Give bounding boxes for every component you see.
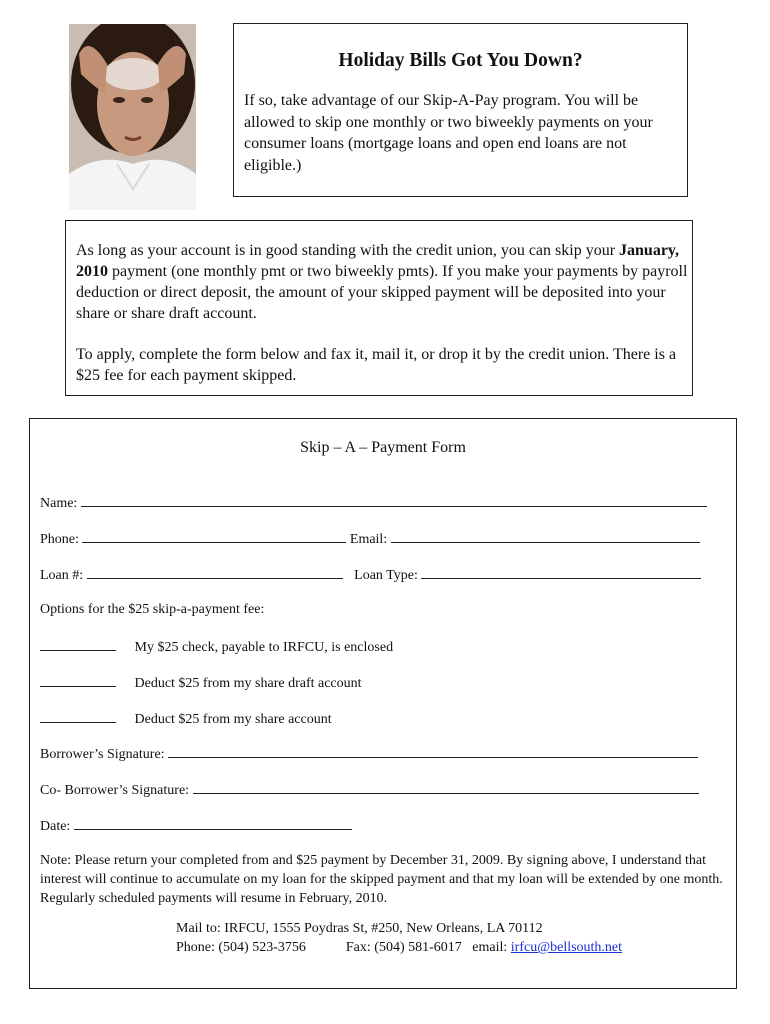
email-field[interactable] <box>391 530 700 543</box>
email-link[interactable]: irfcu@bellsouth.net <box>510 940 623 955</box>
form-note: Note: Please return your completed from and $25 payment by December 31, 2009. By signing above, I understand that interest will continue to accumulate on my loan for the skipped payment and that my loan will be extended by one month. Regularly scheduled payments will resume in February, 2010. <box>40 853 723 906</box>
name-field[interactable] <box>81 494 707 507</box>
loan-row <box>40 566 701 584</box>
option-share-draft <box>40 674 362 692</box>
email-contact-label: email: <box>472 940 508 955</box>
options-heading: Options for the $25 skip-a-payment fee: <box>40 602 265 617</box>
phone-email-row <box>40 530 700 548</box>
borrower-signature-label: Borrower’s Signature: <box>40 747 165 762</box>
details-text-end: payment (one monthly pmt or two biweekly pmts). If you make your payments by payroll deduction or direct deposit, the amount of your skipped payment will be deposited into your share or share draft account. <box>76 263 688 322</box>
option-share-account <box>40 710 332 728</box>
option-share-draft-blank[interactable] <box>40 674 116 687</box>
program-details-paragraph <box>76 240 688 324</box>
loan-type-field[interactable] <box>421 566 701 579</box>
headline-title: Holiday Bills Got You Down? <box>338 50 583 71</box>
stressed-woman-photo <box>69 24 196 210</box>
option-label: My $25 check, payable to IRFCU, is enclosed <box>134 640 394 655</box>
option-label: Deduct $25 from my share account <box>134 712 332 727</box>
headline-box <box>233 23 688 197</box>
skip-month: January, 2010 <box>76 242 680 280</box>
form-title: Skip – A – Payment Form <box>300 439 466 456</box>
option-check-enclosed-blank[interactable] <box>40 638 116 651</box>
coborrower-signature-row <box>40 781 699 799</box>
date-field[interactable] <box>74 817 352 830</box>
loan-type-label: Loan Type: <box>354 568 418 583</box>
woman-illustration <box>69 24 196 210</box>
email-label: Email: <box>349 532 388 547</box>
phone-contact: Phone: (504) 523-3756 <box>176 940 306 955</box>
coborrower-signature-label: Co- Borrower’s Signature: <box>40 783 190 798</box>
program-info-box <box>65 220 693 396</box>
loan-number-label: Loan #: <box>40 568 84 583</box>
phone-field[interactable] <box>82 530 346 543</box>
phone-label: Phone: <box>40 532 79 547</box>
date-label: Date: <box>40 819 71 834</box>
name-label: Name: <box>40 496 78 511</box>
borrower-signature-field[interactable] <box>168 745 698 758</box>
contact-line <box>176 940 622 956</box>
skip-a-payment-form <box>29 418 737 989</box>
option-check-enclosed <box>40 638 393 656</box>
details-text-start: As long as your account is in good standing with the credit union, you can skip your <box>76 242 620 259</box>
mail-to-address: Mail to: IRFCU, 1555 Poydras St, #250, New Orleans, LA 70112 <box>176 921 543 936</box>
date-row <box>40 817 352 835</box>
fax-contact: Fax: (504) 581-6017 <box>345 940 462 955</box>
option-label: Deduct $25 from my share draft account <box>134 676 362 691</box>
apply-instructions-paragraph: To apply, complete the form below and fax it, mail it, or drop it by the credit union. There is a $25 fee for each payment skipped. <box>76 346 677 384</box>
loan-number-field[interactable] <box>87 566 343 579</box>
coborrower-signature-field[interactable] <box>193 781 699 794</box>
headline-intro: If so, take advantage of our Skip-A-Pay program. You will be allowed to skip one monthly or two biweekly payments on your consumer loans (mortgage loans and open end loans are not eligible.) <box>244 92 653 174</box>
borrower-signature-row <box>40 745 698 763</box>
option-share-account-blank[interactable] <box>40 710 116 723</box>
name-row <box>40 494 707 512</box>
